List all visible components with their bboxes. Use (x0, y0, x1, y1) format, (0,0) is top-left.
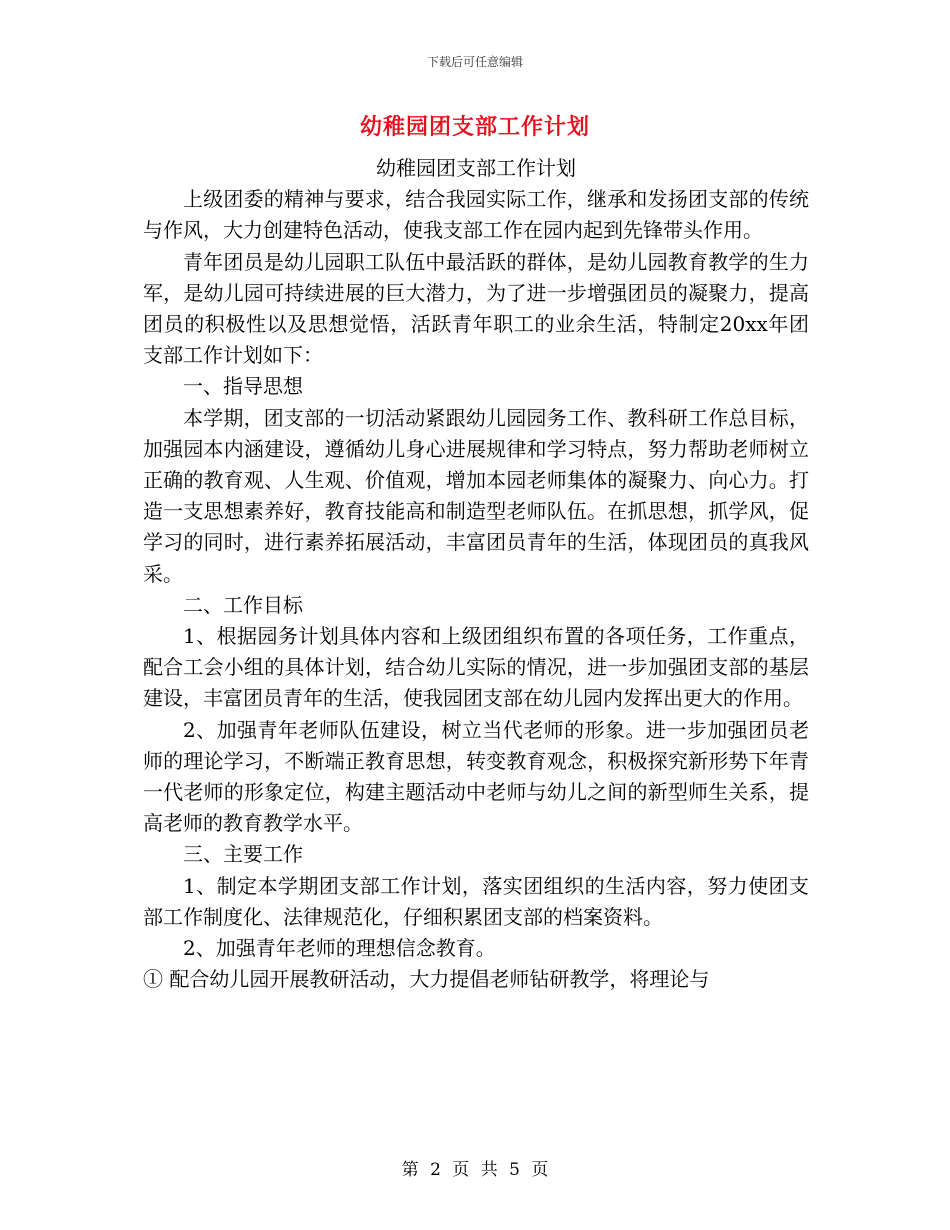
paragraph-work-2: 2、加强青年老师的理想信念教育。 (183, 936, 496, 961)
paragraph-goal-2: 2、加强青年老师队伍建设，树立当代老师的形象。进一步加强团员老师的理论学习，不断端正教育思想，转变教育观念，积极探究新形势下年青一代老师的形象定位，构建主题活动中老师与幼儿之间的新型师生关系，提高老师的教育教学水平。 (143, 717, 809, 836)
document-subtitle: 幼稚园团支部工作计划 (376, 156, 576, 180)
section-heading-main-work: 三、主要工作 (183, 842, 303, 867)
section-heading-work-goals: 二、工作目标 (183, 592, 303, 617)
paragraph-work-1: 1、制定本学期团支部工作计划，落实团组织的生活内容，努力使团支部工作制度化、法律规范化，仔细积累团支部的档案资料。 (143, 873, 809, 929)
paragraph-goal-1: 1、根据园务计划具体内容和上级团组织布置的各项任务，工作重点，配合工会小组的具体计划，结合幼儿实际的情况，进一步加强团支部的基层建设，丰富团员青年的生活，使我园团支部在幼儿园内发挥出更大的作用。 (143, 624, 809, 711)
paragraph-guiding-thought: 本学期，团支部的一切活动紧跟幼儿园园务工作、教科研工作总目标，加强园本内涵建设，遵循幼儿身心进展规律和学习特点，努力帮助老师树立正确的教育观、人生观、价值观，增加本园老师集体的凝聚力、向心力。打造一支思想素养好，教育技能高和制造型老师队伍。在抓思想，抓学风，促学习的同时，进行素养拓展活动，丰富团员青年的生活，体现团员的真我风采。 (143, 405, 809, 586)
paragraph-background: 青年团员是幼儿园职工队伍中最活跃的群体，是幼儿园教育教学的生力军，是幼儿园可持续进展的巨大潜力，为了进一步增强团员的凝聚力，提高团员的积极性以及思想觉悟，活跃青年职工的业余生活，特制定20xx年团支部工作计划如下： (143, 249, 809, 368)
document-body (143, 153, 809, 995)
section-heading-guiding-thought: 一、指导思想 (183, 374, 303, 399)
page-number-footer: 第 2 页 共 5 页 (401, 1160, 549, 1180)
document-title: 幼稚园团支部工作计划 (359, 115, 590, 140)
header-note: 下载后可任意编辑 (426, 55, 523, 69)
paragraph-intro: 上级团委的精神与要求，结合我园实际工作，继承和发扬团支部的传统与作风，大力创建特色活动，使我支部工作在园内起到先锋带头作用。 (143, 187, 809, 243)
paragraph-work-2-item-1: ① 配合幼儿园开展教研活动，大力提倡老师钻研教学，将理论与 (143, 967, 710, 992)
